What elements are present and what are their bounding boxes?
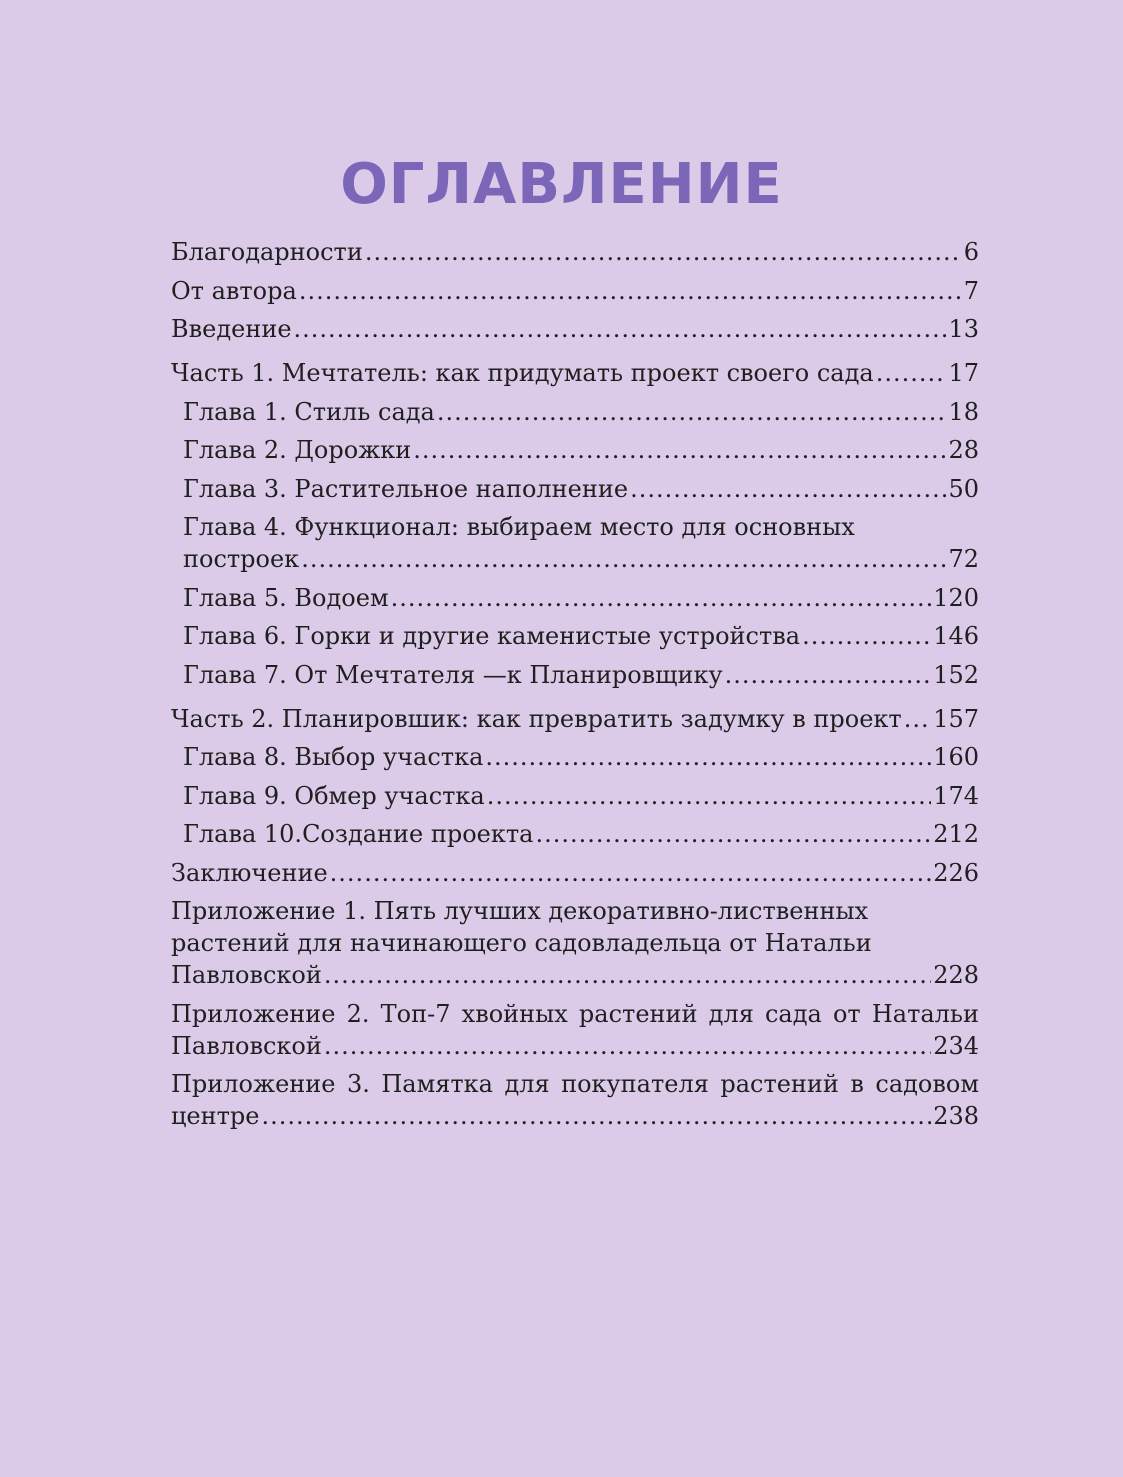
toc-entry-page: 6 [963,238,979,266]
toc-entry-label: Глава 2. Дорожки [183,436,412,464]
toc-entry-label: Глава 8. Выбор участка [183,743,484,771]
dot-leader [725,659,932,691]
toc-entry-page: 146 [933,622,979,650]
toc-entry-page: 174 [933,781,979,810]
toc-entry-chapter-5 [171,582,979,614]
dot-leader [301,543,946,575]
dot-leader [365,236,962,268]
toc-entry-introduction [171,313,979,345]
toc-entry-label-line: Павловской [171,961,322,989]
toc-entry-page: 120 [933,583,979,612]
toc-entry-chapter-6 [171,620,979,652]
dot-leader [330,857,932,889]
toc-entry-page: 7 [963,276,979,305]
toc-entry-label-line: Приложение 2. Топ-7 хвойных растений для сада от Натальи [171,999,979,1028]
toc-entry-conclusion [171,857,979,889]
toc-entry-label: Глава 1. Стиль сада [183,397,435,426]
toc-entry-page: 18 [948,397,979,426]
dot-leader [630,473,946,505]
toc-entry-label: Глава 5. Водоем [183,583,389,612]
dot-leader [413,434,946,466]
toc-entry-part-2 [171,703,979,735]
toc-entry-label: Благодарности [171,238,363,266]
dot-leader [261,1100,931,1132]
toc-entry-label: Введение [171,315,292,343]
toc-entry-page: 17 [948,359,979,387]
toc-entry-chapter-10 [171,818,979,850]
toc-entry-page: 160 [933,743,979,771]
toc-entry-page: 152 [933,660,979,689]
toc-entry-chapter-2 [171,434,979,466]
dot-leader [802,620,931,652]
toc-entry-label: Часть 1. Мечтатель: как придумать проект своего сада [171,359,874,387]
dot-leader [324,1030,931,1062]
toc-entry-label: Часть 2. Планировшик: как превратить задумку в проект [171,704,902,733]
toc-entry-page: 212 [933,820,979,848]
toc-entry-label: Глава 6. Горки и другие каменистые устройства [183,622,801,650]
toc-entry-part-1 [171,357,979,389]
toc-entry-appendix-2 [171,998,979,1062]
toc-entry-label: Глава 10.Создание проекта [183,820,534,848]
toc-entry-label: Заключение [171,858,328,887]
dot-leader [487,780,931,812]
toc-entry-page: 226 [933,858,979,887]
toc-entry-label: Глава 7. От Мечтателя —к Планировщику [183,660,723,689]
toc-entry-label-line: Глава 4. Функционал: выбираем место для основных [183,513,855,541]
toc-entry-label-line: растений для начинающего садовладельца от Натальи [171,929,872,957]
toc-entry-acknowledgements [171,236,979,268]
toc-entry-page: 13 [948,315,979,343]
toc-entry-label: Глава 3. Растительное наполнение [183,474,629,503]
table-of-contents [171,236,979,1139]
toc-entry-label-line: Павловской [171,1031,322,1060]
page-title: ОГЛАВЛЕНИЕ [340,152,783,217]
toc-entry-label-line: центре [171,1102,260,1130]
toc-entry-page: 50 [948,474,979,503]
toc-entry-label-line: Приложение 1. Пять лучших декоративно-лиственных [171,897,869,925]
dot-leader [294,313,947,345]
dot-leader [324,959,931,991]
toc-entry-appendix-1 [171,895,979,991]
toc-entry-page: 234 [933,1031,979,1060]
toc-entry-page: 228 [933,961,979,989]
toc-entry-label-line: Приложение 3. Памятка для покупателя растений в садовом [171,1070,979,1098]
toc-entry-page: 72 [948,545,979,573]
toc-entry-from-author [171,275,979,307]
toc-entry-chapter-9 [171,780,979,812]
toc-entry-chapter-3 [171,473,979,505]
dot-leader [391,582,932,614]
dot-leader [437,396,947,428]
dot-leader [876,357,947,389]
toc-entry-page: 157 [933,704,979,733]
toc-entry-page: 28 [948,436,979,464]
toc-entry-page: 238 [933,1102,979,1130]
dot-leader [535,818,931,850]
toc-entry-label: От автора [171,276,297,305]
toc-entry-chapter-8 [171,741,979,773]
toc-entry-appendix-3 [171,1068,979,1132]
toc-entry-chapter-4 [171,511,979,575]
dot-leader [299,275,962,307]
toc-entry-label-line: построек [183,545,300,573]
dot-leader [904,703,931,735]
toc-entry-label: Глава 9. Обмер участка [183,781,485,810]
toc-entry-chapter-1 [171,396,979,428]
dot-leader [485,741,931,773]
toc-entry-chapter-7 [171,659,979,691]
